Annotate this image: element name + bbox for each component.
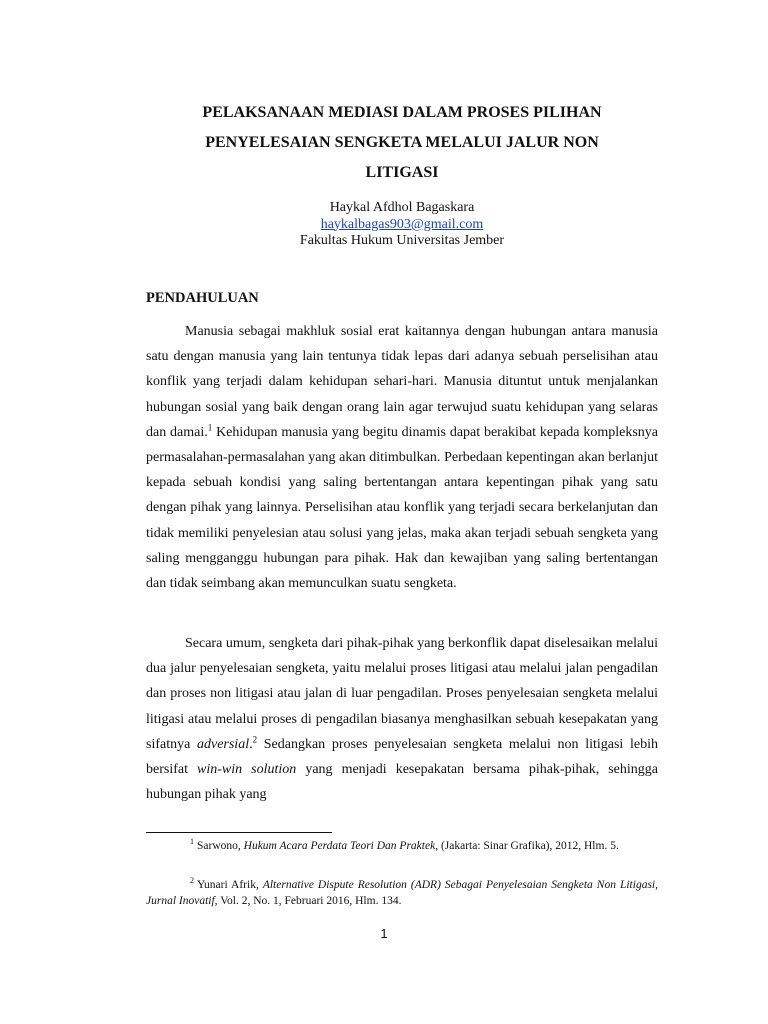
title-line: LITIGASI [365, 164, 439, 181]
footnote-text: Sarwono, [197, 840, 244, 852]
author-name: Haykal Afdhol Bagaskara [329, 200, 475, 215]
author-email-link[interactable]: haykalbagas903@gmail.com [320, 216, 484, 232]
footnote [146, 877, 658, 909]
title-line: PENYELESAIAN SENGKETA MELALUI JALUR NON [205, 134, 599, 151]
author-block [146, 200, 658, 250]
footnote-ref[interactable]: 1 [207, 422, 213, 433]
footnote-italic: Hukum Acara Perdata Teori Dan Praktek [243, 840, 436, 852]
footnote-number: 1 [190, 837, 194, 847]
italic-term: win-win solution [197, 762, 297, 778]
footnote-italic: Alternative Dispute Resolution (ADR) Sebagai Penyelesaian Sengketa Non Litigasi, Jurnal Inovatif [146, 879, 658, 907]
section-heading: PENDAHULUAN [146, 290, 259, 306]
paragraph-text: . [249, 736, 253, 752]
footnote [146, 838, 658, 854]
body-paragraph [146, 631, 658, 807]
paper-title [146, 98, 658, 188]
body-paragraph [146, 319, 658, 596]
paragraph-text: Sedangkan proses penyelesaian sengketa melalui non litigasi lebih bersifat [146, 736, 658, 778]
footnote-divider [146, 832, 332, 833]
page-number: 1 [380, 926, 388, 941]
italic-term: adversial [196, 736, 250, 752]
footnote-text: , (Jakarta: Sinar Grafika), 2012, Hlm. 5. [435, 840, 619, 852]
author-affiliation: Fakultas Hukum Universitas Jember [299, 233, 505, 248]
footnote-text: Yunari Afrik, [197, 879, 263, 891]
paragraph-text: Manusia sebagai makhluk sosial erat kaitannya dengan hubungan antara manusia satu dengan manusia yang lain tentunya tidak lepas dari adanya sebuah perselisihan atau konflik yang terjadi dalam kehidupan sehari-hari. Manusia dituntut untuk menjalankan hubungan sosial yang baik dengan orang lain agar terwujud suatu kehidupan yang selaras dan damai. [146, 324, 658, 440]
paragraph-text: yang menjadi kesepakatan bersama pihak-pihak, sehingga hubungan pihak yang [146, 762, 659, 803]
title-line: PELAKSANAAN MEDIASI DALAM PROSES PILIHAN [202, 104, 602, 121]
footnote-number: 2 [190, 876, 194, 886]
footnote-ref[interactable]: 2 [252, 734, 258, 745]
paragraph-text: Kehidupan manusia yang begitu dinamis dapat berakibat kepada kompleksnya permasalahan-permasalahan yang akan ditimbulkan. Perbedaan kepentingan akan berlanjut kepada sebuah kondisi yang saling bertentangan antara kepentingan pihak yang satu dengan pihak yang lainnya. Perselisihan atau konflik yang terjadi secara berkelanjutan dan tidak memiliki penyelesian atau solusi yang jelas, maka akan terjadi sebuah sengketa yang saling mengganggu hubungan para pihak. Hak dan kewajiban yang saling bertentangan dan tidak seimbang akan memunculkan suatu sengketa. [146, 424, 658, 592]
paragraph-text: Secara umum, sengketa dari pihak-pihak yang berkonflik dapat diselesaikan melalui dua jalur penyelesaian sengketa, yaitu melalui proses litigasi atau melalui jalan pengadilan dan proses non litigasi atau jalan di luar pengadilan. Proses penyelesaian sengketa melalui litigasi atau melalui proses di pengadilan biasanya menghasilkan sebuah kesepakatan yang sifatnya [146, 636, 658, 752]
footnote-text: , Vol. 2, No. 1, Februari 2016, Hlm. 134. [214, 895, 402, 907]
